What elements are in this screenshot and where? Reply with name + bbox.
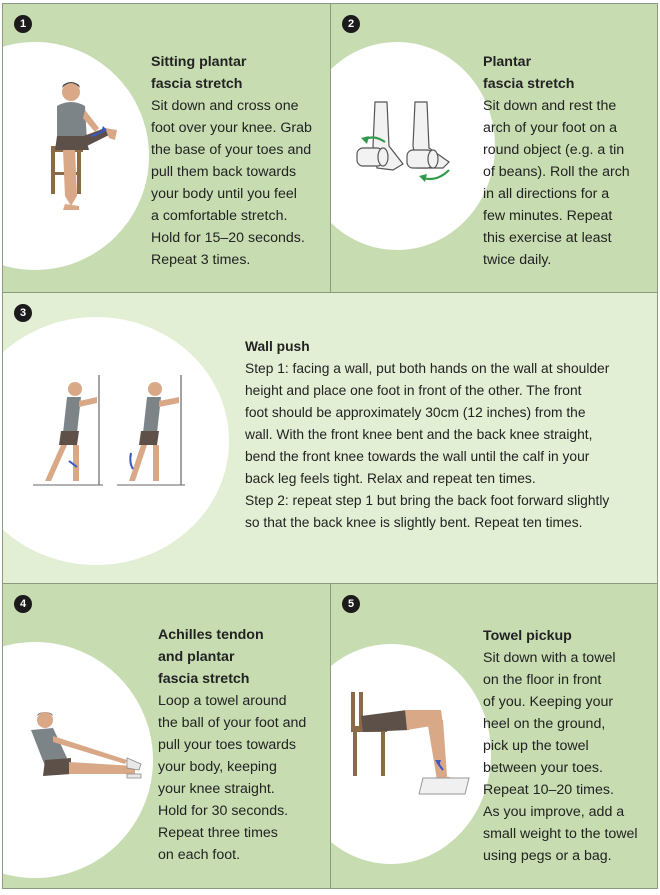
exercise-panel-5 — [330, 583, 658, 889]
exercise-description: Loop a towel around the ball of your foot and pull your toes towards your body, keeping your knee straight. Hold for 30 seconds. Repeat three times on each foot. — [158, 693, 307, 863]
exercise-title: Plantar fascia stretch — [483, 54, 575, 92]
sitting-stretch-illustration — [33, 76, 133, 226]
roll-arrow-icon — [423, 170, 449, 179]
exercise-description: Sit down with a towel on the floor in front of you. Keeping your heel on the ground, pick up the towel between your toes. Repeat 10–20 times. As you improve, add a small weight to the towel using pegs or a bag. — [483, 650, 638, 864]
exercise-panel-1 — [2, 3, 331, 293]
exercise-sheet — [2, 3, 658, 889]
exercise-title: Sitting plantar fascia stretch — [151, 54, 247, 92]
step-number-badge: 4 — [14, 595, 32, 613]
step-number-badge: 2 — [342, 15, 360, 33]
exercise-description: Sit down and cross one foot over your knee. Grab the base of your toes and pull them back towards your body until you feel a comfortable stretch. Hold for 15–20 seconds. Repeat 3 times. — [151, 98, 312, 268]
exercise-title: Achilles tendon and plantar fascia stretch — [158, 627, 264, 687]
exercise-title: Wall push — [245, 339, 310, 354]
towel-pickup-illustration — [349, 690, 499, 818]
exercise-panel-4 — [2, 583, 331, 889]
step-number-badge: 1 — [14, 15, 32, 33]
exercise-panel-3 — [2, 292, 658, 584]
exercise-description: Sit down and rest the arch of your foot on a round object (e.g. a tin of beans). Roll the arch in all directions for a few minutes. Repeat this exercise at least twice daily. — [483, 98, 630, 268]
stretch-arrow-icon — [130, 453, 133, 469]
step-number-badge: 5 — [342, 595, 360, 613]
exercise-title: Towel pickup — [483, 628, 572, 644]
towel-stretch-illustration — [23, 708, 145, 792]
exercise-panel-2 — [330, 3, 658, 293]
foot-rolling-illustration — [353, 96, 473, 186]
step-number-badge: 3 — [14, 304, 32, 322]
wall-push-illustration — [33, 375, 203, 495]
exercise-description: Step 1: facing a wall, put both hands on the wall at shoulder height and place one foot in front of the other. The front foot should be approximately 30cm (12 inches) from the wall. With the front knee bent and the back knee straight, bend the front knee towards the wall until the calf in your back leg feels tight. Relax and repeat ten times. Step 2: repeat step 1 but bring the back foot forward slightly so that the back knee is slightly bent. Repeat ten times. — [245, 361, 610, 530]
